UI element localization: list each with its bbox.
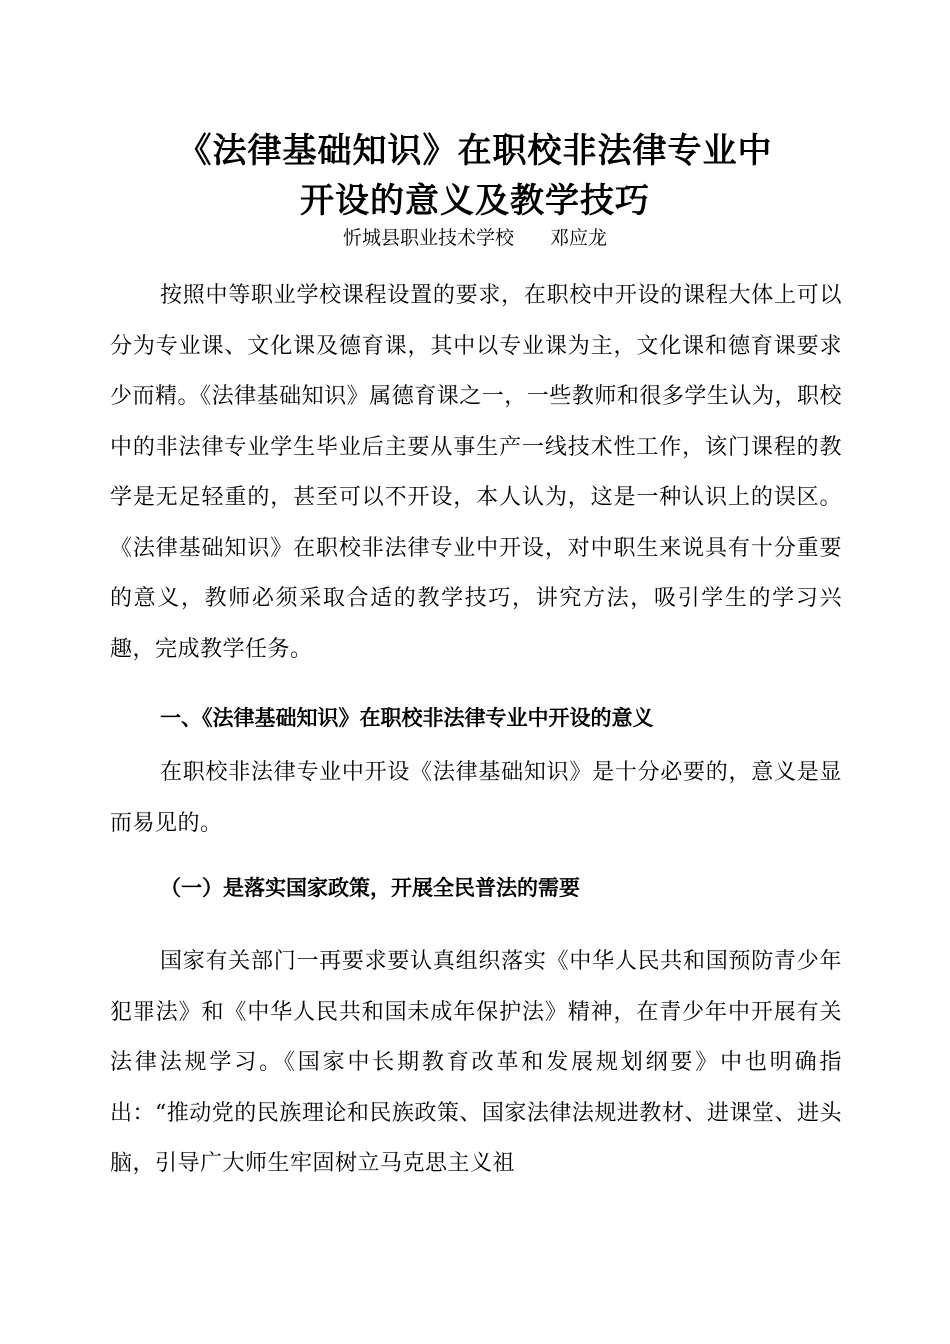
author-school: 忻城县职业技术学校 <box>342 227 514 249</box>
section1-paragraph: 在职校非法律专业中开设《法律基础知识》是十分必要的，意义是显而易见的。 <box>110 760 842 836</box>
subsection1-paragraph: 国家有关部门一再要求要认真组织落实《中华人民共和国预防青少年犯罪法》和《中华人民共和国未成年保护法》精神，在青少年中开展有关法律法规学习。《国家中长期教育改革和发展规划纲要》中也明确指出：“推动党的民族理论和民族政策、国家法律法规进教材、进课堂、进头脑，引导广大师生牢固树立马克思主义祖 <box>110 949 842 1176</box>
subsection1-heading: （一）是落实国家政策，开展全民普法的需要 <box>160 876 580 900</box>
document-title-line1: 《法律基础知识》在职校非法律专业中 <box>177 131 773 171</box>
author-byline <box>0 224 950 252</box>
intro-paragraph: 按照中等职业学校课程设置的要求，在职校中开设的课程大体上可以分为专业课、文化课及德育课，其中以专业课为主，文化课和德育课要求少而精。《法律基础知识》属德育课之一，一些教师和很多学生认为，职校中的非法律专业学生毕业后主要从事生产一线技术性工作，该门课程的教学是无足轻重的，甚至可以不开设，本人认为，这是一种认识上的误区。《法律基础知识》在职校非法律专业中开设，对中职生来说具有十分重要的意义，教师必须采取合适的教学技巧，讲究方法，吸引学生的学习兴趣，完成教学任务。 <box>110 283 842 662</box>
document-title-line2: 开设的意义及教学技巧 <box>300 181 650 221</box>
section1-heading: 一、《法律基础知识》在职校非法律专业中开设的意义 <box>160 706 654 730</box>
author-name: 邓应龙 <box>550 227 608 249</box>
